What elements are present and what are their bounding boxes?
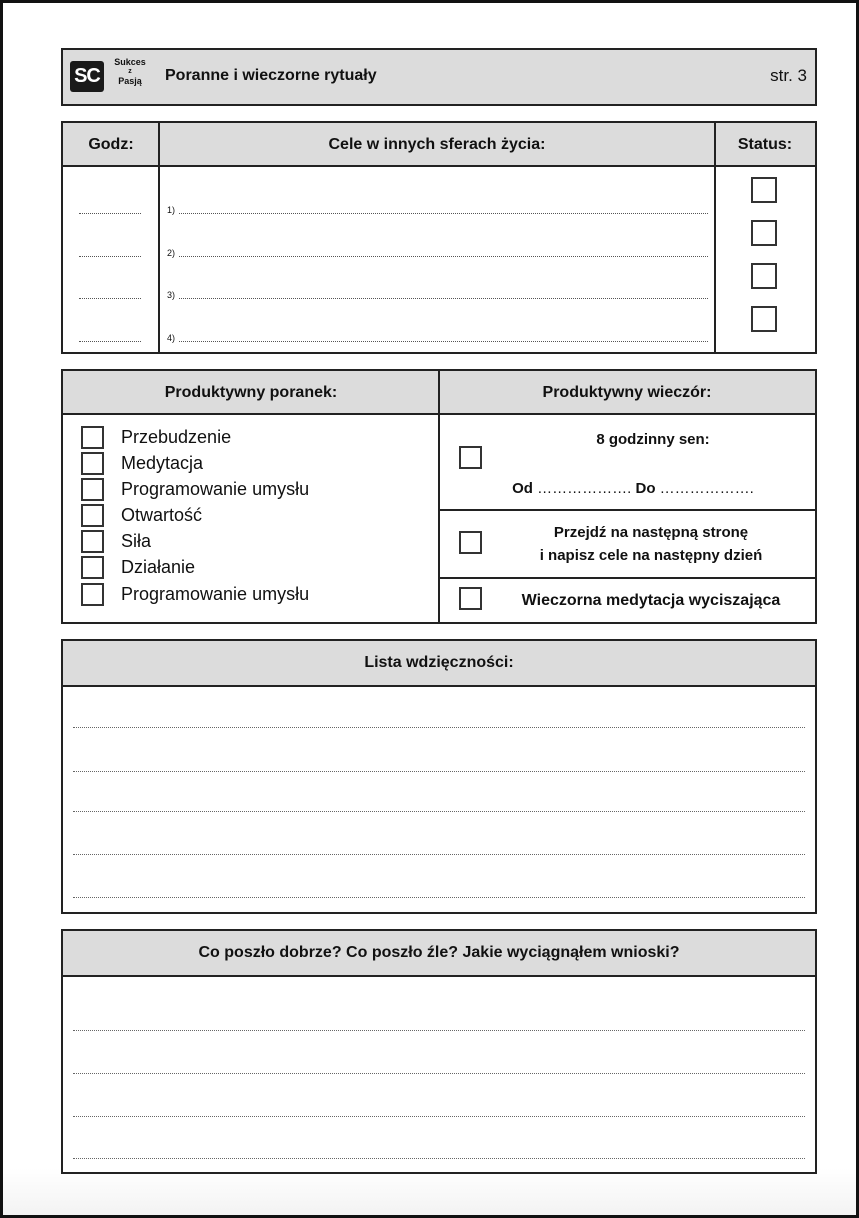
divider [158,123,160,352]
morning-header: Produktywny poranek: [63,371,439,415]
checkbox[interactable] [81,583,104,606]
checkbox[interactable] [81,530,104,553]
checkbox[interactable] [81,426,104,449]
review-section [61,929,817,1174]
goal-field[interactable] [179,256,708,257]
writing-line[interactable] [73,1158,805,1159]
review-header: Co poszło dobrze? Co poszło źle? Jakie wyciągnąłem wnioski? [63,931,815,977]
col-header-status: Status: [715,123,815,167]
evening-header: Produktywny wieczór: [439,371,815,415]
checkbox[interactable] [81,478,104,501]
sleep-title: 8 godzinny sen: [596,431,710,448]
logo-wordmark: Sukces z Pasją [114,57,146,86]
goal-field[interactable] [179,341,708,342]
status-checkbox[interactable] [751,263,777,289]
sleep-to-field[interactable]: ………………. [659,480,754,497]
logo-mark: SC [70,61,104,92]
page-title: Poranne i wieczorne rytuały [165,67,377,84]
goals-table [61,121,817,354]
goal-number: 1) [167,205,176,215]
checkbox[interactable] [81,452,104,475]
checkbox[interactable] [81,556,104,579]
goal-number: 4) [167,333,176,343]
writing-line[interactable] [73,727,805,728]
status-checkbox[interactable] [751,306,777,332]
divider [438,371,440,622]
time-field[interactable] [79,213,141,214]
logo [68,55,152,97]
meditation-checkbox[interactable] [459,587,482,610]
next-goals-line2: i napisz cele na następny dzień [539,547,763,564]
writing-line[interactable] [73,771,805,772]
sleep-hours: Od ………………. Do ………………. [512,480,754,497]
time-field[interactable] [79,256,141,257]
goal-field[interactable] [179,298,708,299]
divider [439,509,815,511]
status-checkbox[interactable] [751,220,777,246]
next-goals-line1: Przejdź na następną stronę [553,524,749,541]
gratitude-section [61,639,817,914]
rituals-section: Produktywny poranek: Produktywny wieczór: Przebudzenie Medytacja Programowanie umysłu Otwartość Siła Działanie Programowanie umysłu 8 godzinny sen: Od ………………. Do ………………. Przejdź na następną stronę i napisz cele na następny dzień Wieczorna medytacja wyciszająca [61,369,817,624]
goal-number: 2) [167,248,176,258]
divider [439,577,815,579]
col-header-time: Godz: [63,123,159,167]
writing-line[interactable] [73,854,805,855]
goal-number: 3) [167,290,176,300]
writing-line[interactable] [73,811,805,812]
checkbox[interactable] [81,504,104,527]
writing-line[interactable] [73,1073,805,1074]
next-goals-checkbox[interactable] [459,531,482,554]
sleep-checkbox[interactable] [459,446,482,469]
col-header-goals: Cele w innych sferach życia: [159,123,715,167]
writing-line[interactable] [73,1030,805,1031]
time-field[interactable] [79,298,141,299]
status-checkbox[interactable] [751,177,777,203]
page-number: str. 3 [770,66,807,85]
divider [714,123,716,352]
page-header [61,48,817,106]
time-field[interactable] [79,341,141,342]
sleep-from-field[interactable]: ………………. [537,480,632,497]
goal-field[interactable] [179,213,708,214]
writing-line[interactable] [73,1116,805,1117]
meditation-label: Wieczorna medytacja wyciszająca [521,592,781,609]
writing-line[interactable] [73,897,805,898]
gratitude-header: Lista wdzięczności: [63,641,815,687]
